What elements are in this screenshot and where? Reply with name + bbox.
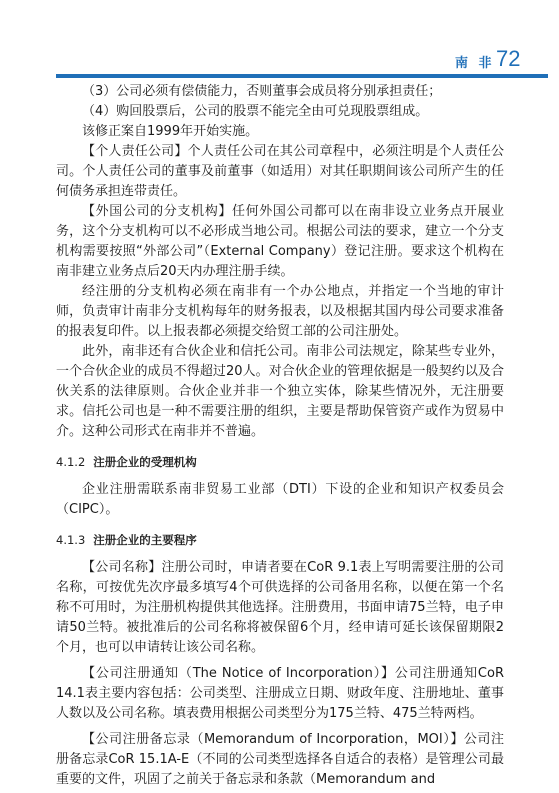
section-heading-4-1-2	[56, 452, 504, 472]
paragraph: （4）购回股票后，公司的股票不能完全由可兑现股票组成。	[82, 104, 429, 119]
paragraph: （3）公司必须有偿债能力，否则董事会成员将分别承担责任；	[82, 84, 442, 99]
paragraph: 【公司注册备忘录（Memorandum of Incorporation，MOI）】公司注册备忘录CoR 15.1A-E（不同的公司类型选择各自适合的表格）是管理公司最重要的文件，巩固了之前关于备忘录和条款（Memorandum and	[56, 732, 504, 787]
paragraph: 【公司注册通知（The Notice of Incorporation）】公司注册通知CoR 14.1表主要内容包括：公司类型、注册成立日期、财政年度、注册地址、董事人数以及公司名称。填表费用根据公司类型分为175兰特、475兰特两档。	[56, 666, 504, 721]
paragraph: 经注册的分支机构必须在南非有一个办公地点，并指定一个当地的审计师，负责审计南非分支机构每年的财务报表，以及根据其国内母公司要求准备的报表复印件。以上报表都必须提交给贸工部的公司注册处。	[56, 284, 504, 339]
paragraph: 【个人责任公司】个人责任公司在其公司章程中，必须注明是个人责任公司。个人责任公司的董事及前董事（如适用）对其任职期间该公司所产生的任何债务承担连带责任。	[56, 144, 504, 199]
header-rule	[56, 74, 548, 78]
paragraph: 【外国公司的分支机构】任何外国公司都可以在南非设立业务点开展业务，这个分支机构可以不必形成当地公司。根据公司法的要求，建立一个分支机构需要按照“外部公司”（External Company）登记注册。要求这个机构在南非建立业务点后20天内办理注册手续。	[56, 204, 504, 279]
section-number: 4.1.3	[56, 533, 86, 547]
page-body	[56, 82, 504, 790]
section-title: 注册企业的主要程序	[93, 533, 197, 547]
paragraph: 此外，南非还有合伙企业和信托公司。南非公司法规定，除某些专业外，一个合伙企业的成员不得超过20人。对合伙企业的管理依据是一般契约以及合伙关系的法律原则。合伙企业并非一个独立实体，除某些情况外，无注册要求。信托公司也是一种不需要注册的组织，主要是帮助保管资产或作为贸易中介。这种公司形式在南非并不普遍。	[56, 344, 504, 439]
section-number: 4.1.2	[56, 455, 86, 469]
section-heading-4-1-3	[56, 530, 504, 550]
section-title: 注册企业的受理机构	[93, 455, 197, 469]
paragraph: 【公司名称】注册公司时，申请者要在CoR 9.1表上写明需要注册的公司名称，可按优先次序最多填写4个可供选择的公司备用名称，以便在第一个名称不可用时，为注册机构提供其他选择。注册费用，书面申请75兰特，电子申请50兰特。被批准后的公司名称将被保留6个月，经申请可延长该保留期限2个月，也可以申请转让该公司名称。	[56, 560, 504, 655]
paragraph: 该修正案自1999年开始实施。	[82, 124, 259, 139]
running-header-title: 南 非	[455, 56, 495, 71]
page-number: 72	[496, 46, 521, 71]
paragraph: 企业注册需联系南非贸易工业部（DTI）下设的企业和知识产权委员会（CIPC）。	[56, 482, 504, 517]
